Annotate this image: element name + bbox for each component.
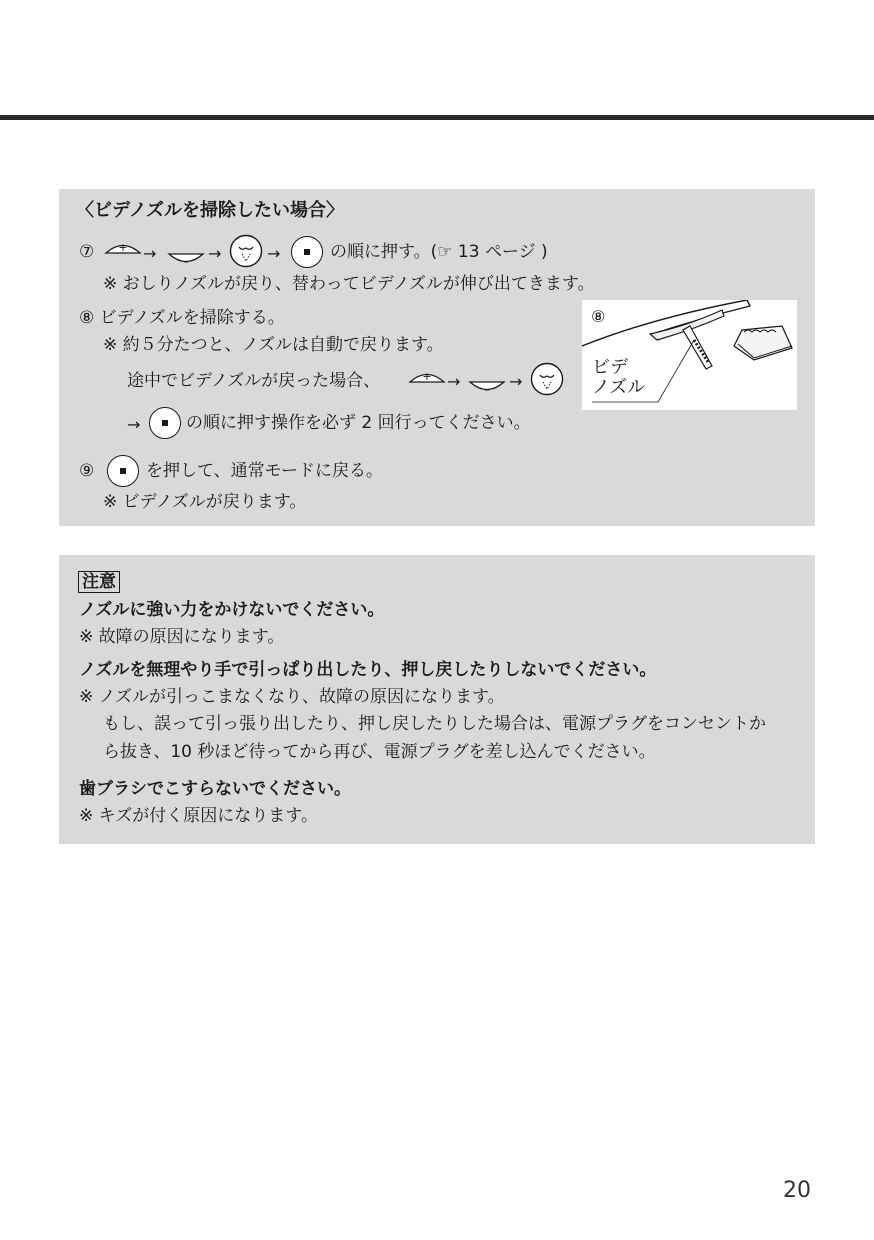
step7-text: の順に押す。(☞ 13 ページ ) [330,242,548,262]
arrow-icon: → [509,372,523,391]
arrow-icon: → [447,372,461,391]
arrow-icon: → [208,244,222,263]
figure-label-line2: ノズル [592,377,646,398]
caution-detail: ら抜き、10 秒ほど待ってから再び、電源プラグを差し込んでください。 [103,742,656,762]
arrow-icon: → [127,415,141,434]
step9-text: を押して、通常モードに戻る。 [146,461,383,481]
plus-sign: + [422,370,432,383]
nozzle-forward-button-icon [407,366,447,398]
caution-detail: もし、誤って引っ張り出したり、押し戻したりした場合は、電源プラグをコンセントか [103,714,766,734]
caution-note: ※ 故障の原因になります。 [79,627,285,647]
step8-note: ※ 約５分たつと、ノズルは自動で戻ります。 [103,335,444,355]
minus-sign: – [484,383,490,396]
caution-title: ノズルに強い力をかけないでください。 [79,600,385,620]
step9-note: ※ ビデノズルが戻ります。 [103,492,307,512]
stop-button-icon [149,407,181,439]
figure-number: ⑧ [591,307,606,326]
bidet-button-icon [229,234,263,268]
step8-repeat: の順に押す操作を必ず 2 回行ってください。 [186,413,531,433]
header-rule [0,115,874,120]
step8-text: ⑧ ビデノズルを掃除する。 [79,308,285,328]
caution-title: ノズルを無理やり手で引っぱり出したり、押し戻したりしないでください。 [79,660,657,680]
bidet-nozzle-illustration [582,300,797,410]
plus-sign: + [118,241,128,254]
bidet-button-icon [530,362,564,396]
figure-label-line1: ビデ [592,357,628,378]
caution-note: ※ キズが付く原因になります。 [79,806,318,826]
stop-button-icon [291,236,323,268]
nozzle-back-button-icon [467,372,507,398]
stop-button-icon [107,455,139,487]
caution-note: ※ ノズルが引っこまなくなり、故障の原因になります。 [79,687,505,707]
step7-number: ⑦ [79,242,95,262]
step8-midway: 途中でビデノズルが戻った場合、 [127,371,381,391]
nozzle-forward-button-icon [103,237,143,269]
page-number: 20 [783,1178,811,1203]
arrow-icon: → [267,244,281,263]
arrow-icon: → [143,244,157,263]
minus-sign: – [183,255,189,268]
section-heading: 〈ビデノズルを掃除したい場合〉 [76,200,345,221]
caution-title: 歯ブラシでこすらないでください。 [79,779,351,799]
step7-note: ※ おしりノズルが戻り、替わってビデノズルが伸び出てきます。 [103,274,595,294]
nozzle-back-button-icon [166,244,206,270]
caution-label: 注意 [78,571,120,593]
step9-number: ⑨ [79,461,95,481]
